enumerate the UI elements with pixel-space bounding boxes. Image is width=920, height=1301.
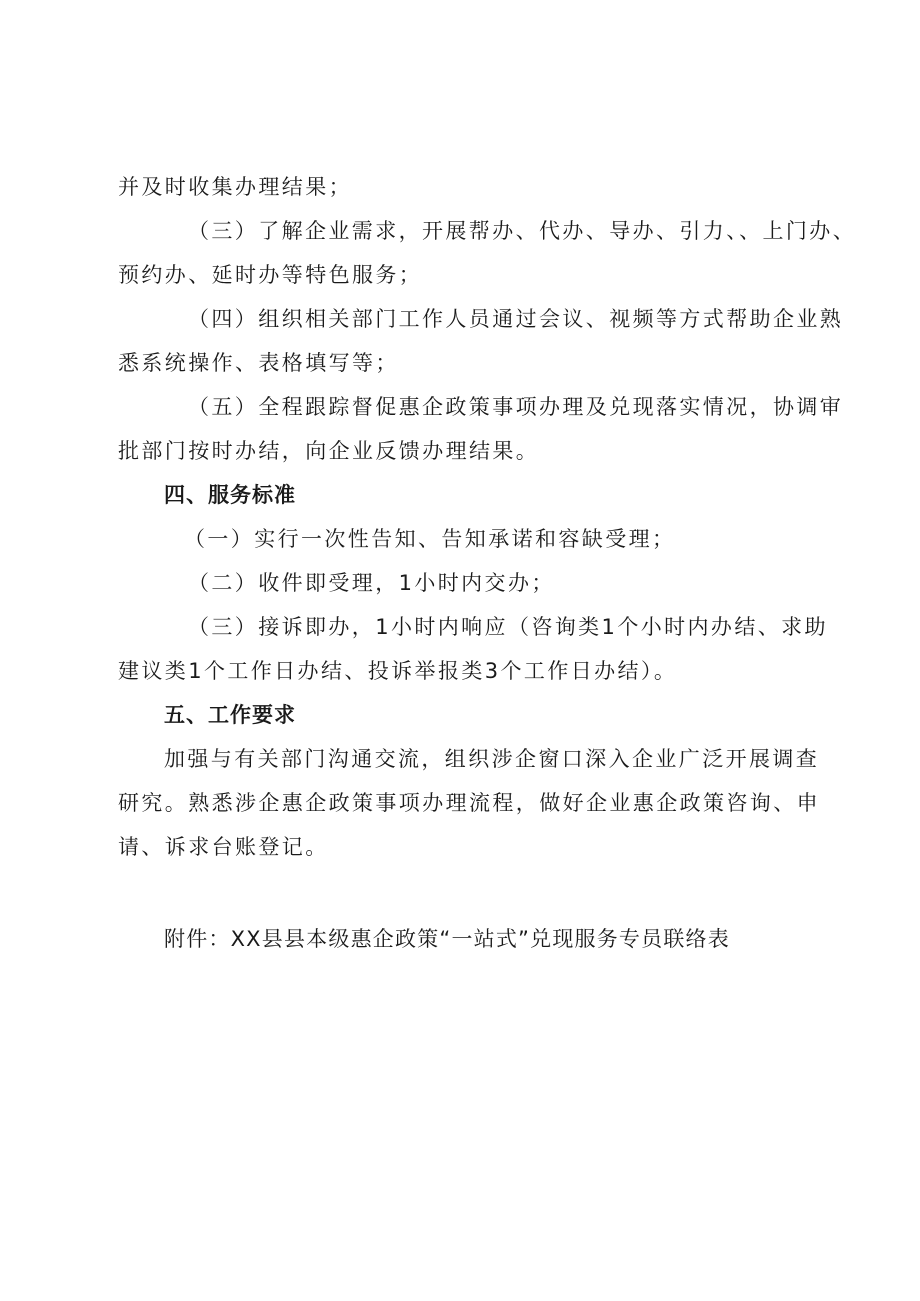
paragraph-line: 并及时收集办理结果； bbox=[118, 175, 352, 199]
document-body bbox=[118, 165, 857, 961]
paragraph-line: （三）接诉即办，1小时内响应（咨询类1个小时内办结、求助 bbox=[188, 615, 828, 639]
paragraph-line: 建议类1个工作日办结、投诉举报类3个工作日办结）。 bbox=[118, 659, 678, 683]
paragraph-line: 研究。熟悉涉企惠企政策事项办理流程，做好企业惠企政策咨询、申 bbox=[118, 791, 820, 815]
spacer bbox=[118, 869, 830, 917]
attachment-line: 附件：XX县县本级惠企政策“一站式”兑现服务专员联络表 bbox=[164, 927, 730, 951]
paragraph-line: 批部门按时办结，向企业反馈办理结果。 bbox=[118, 439, 540, 463]
paragraph-line: 加强与有关部门沟通交流，组织涉企窗口深入企业广泛开展调查 bbox=[164, 747, 820, 771]
paragraph-line: （一）实行一次性告知、告知承诺和容缺受理； bbox=[184, 527, 676, 551]
section-heading: 四、服务标准 bbox=[164, 483, 296, 507]
paragraph-line: 请、诉求台账登记。 bbox=[118, 835, 329, 859]
paragraph-line: （四）组织相关部门工作人员通过会议、视频等方式帮助企业熟 bbox=[188, 307, 844, 331]
paragraph-line: 悉系统操作、表格填写等； bbox=[118, 351, 399, 375]
paragraph-line: （五）全程跟踪督促惠企政策事项办理及兑现落实情况，协调审 bbox=[188, 395, 844, 419]
paragraph-line: （二）收件即受理，1小时内交办； bbox=[188, 571, 555, 595]
section-heading: 五、工作要求 bbox=[164, 703, 296, 727]
paragraph-line: 预约办、延时办等特色服务； bbox=[118, 263, 423, 287]
paragraph-line: （三）了解企业需求，开展帮办、代办、导办、引力、、上门办、 bbox=[188, 219, 857, 243]
